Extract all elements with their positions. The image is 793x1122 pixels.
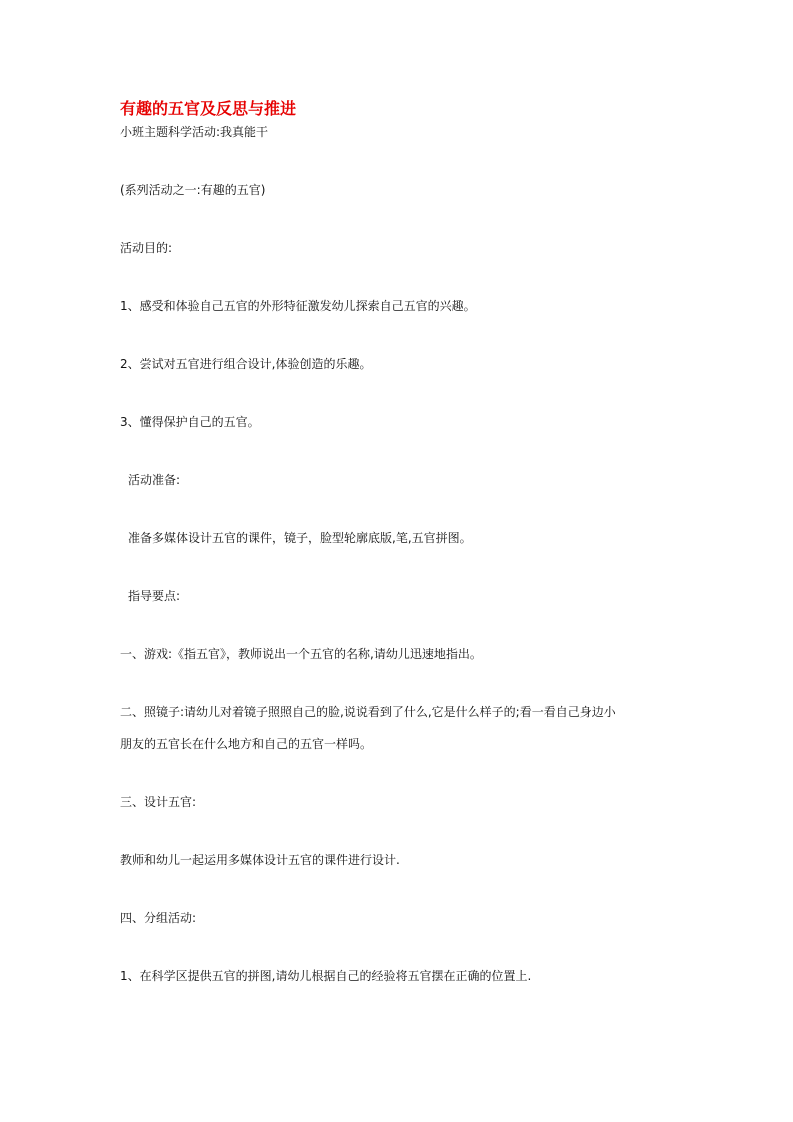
guide-heading: 指导要点:: [128, 589, 181, 603]
goal-heading: 活动目的:: [120, 241, 173, 255]
prep-heading: 活动准备:: [128, 473, 181, 487]
goal-item-3: 3、懂得保护自己的五官。: [120, 415, 260, 429]
step-4-item-1: 1、在科学区提供五官的拼图,请幼儿根据自己的经验将五官摆在正确的位置上.: [120, 969, 532, 983]
step-4-heading: 四、分组活动:: [120, 911, 197, 925]
step-2-line-1: 二、照镜子:请幼儿对着镜子照照自己的脸,说说看到了什么,它是什么样子的;看一看自己身边小: [120, 705, 616, 719]
step-3-heading: 三、设计五官:: [120, 795, 197, 809]
subtitle: 小班主题科学活动:我真能干: [120, 125, 269, 139]
document-title: 有趣的五官及反思与推进: [120, 99, 297, 118]
series-note: (系列活动之一:有趣的五官): [120, 183, 266, 197]
step-2-line-2: 朋友的五官长在什么地方和自己的五官一样吗。: [120, 737, 373, 751]
prep-text: 准备多媒体设计五官的课件，镜子，脸型轮廓底版,笔,五官拼图。: [128, 531, 472, 545]
goal-item-2: 2、尝试对五官进行组合设计,体验创造的乐趣。: [120, 357, 372, 371]
goal-item-1: 1、感受和体验自己五官的外形特征激发幼儿探索自己五官的兴趣。: [120, 299, 476, 313]
step-3-text: 教师和幼儿一起运用多媒体设计五官的课件进行设计.: [120, 853, 400, 867]
step-1: 一、游戏:《指五官》，教师说出一个五官的名称,请幼儿迅速地指出。: [120, 647, 482, 661]
